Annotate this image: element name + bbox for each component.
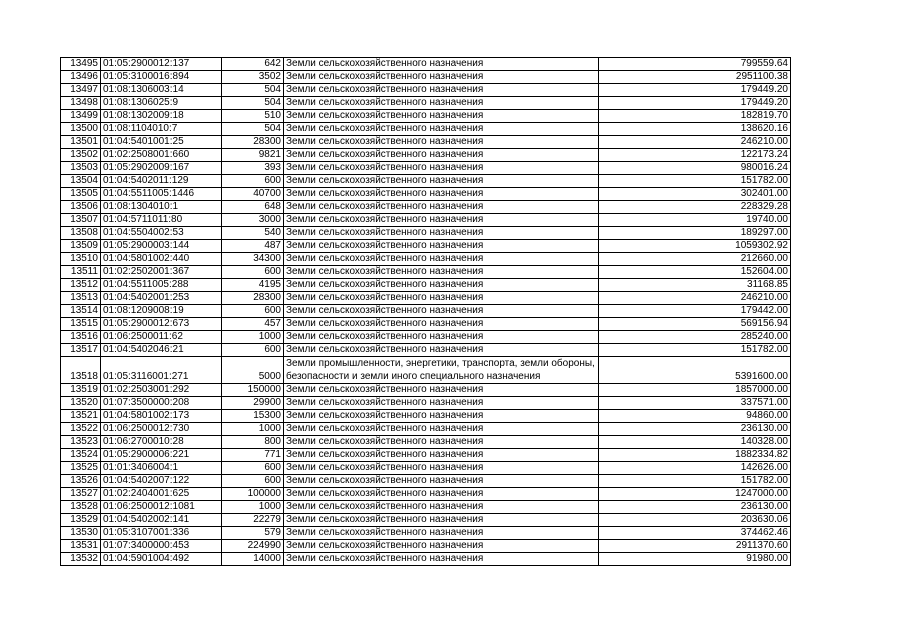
area-cell: 1000: [222, 423, 284, 436]
cadastral-value-cell: 152604.00: [599, 266, 791, 279]
table-row: [61, 305, 791, 318]
row-id-cell: 13515: [61, 318, 101, 331]
area-cell: 40700: [222, 188, 284, 201]
cadastral-value-cell: 142626.00: [599, 462, 791, 475]
area-cell: 34300: [222, 253, 284, 266]
area-cell: 504: [222, 84, 284, 97]
cadastral-value-cell: 2951100.38: [599, 71, 791, 84]
row-id-cell: 13501: [61, 136, 101, 149]
cadastral-value-cell: 302401.00: [599, 188, 791, 201]
cadastral-number-cell: 01:04:5711011:80: [101, 214, 222, 227]
cadastral-number-cell: 01:04:5402002:141: [101, 514, 222, 527]
cadastral-value-cell: 569156.94: [599, 318, 791, 331]
cadastral-value-cell: 337571.00: [599, 397, 791, 410]
cadastral-number-cell: 01:05:2902009:167: [101, 162, 222, 175]
row-id-cell: 13507: [61, 214, 101, 227]
area-cell: 600: [222, 344, 284, 357]
land-category-cell: Земли сельскохозяйственного назначения: [284, 384, 599, 397]
cadastral-number-cell: 01:05:3100016:894: [101, 71, 222, 84]
cadastral-value-cell: 182819.70: [599, 110, 791, 123]
cadastral-number-cell: 01:02:2503001:292: [101, 384, 222, 397]
area-cell: 800: [222, 436, 284, 449]
cadastral-value-cell: 799559.64: [599, 58, 791, 71]
land-category-cell: Земли сельскохозяйственного назначения: [284, 331, 599, 344]
area-cell: 15300: [222, 410, 284, 423]
land-category-cell: Земли сельскохозяйственного назначения: [284, 423, 599, 436]
land-category-cell: Земли сельскохозяйственного назначения: [284, 514, 599, 527]
table-row: [61, 318, 791, 331]
table-row: [61, 84, 791, 97]
land-category-cell: Земли сельскохозяйственного назначения: [284, 475, 599, 488]
cadastral-number-cell: 01:05:2900012:137: [101, 58, 222, 71]
land-category-cell: Земли сельскохозяйственного назначения: [284, 97, 599, 110]
cadastral-number-cell: 01:04:5511005:1446: [101, 188, 222, 201]
row-id-cell: 13502: [61, 149, 101, 162]
table-row: [61, 553, 791, 566]
area-cell: 3502: [222, 71, 284, 84]
table-row: [61, 344, 791, 357]
table-row: [61, 462, 791, 475]
row-id-cell: 13522: [61, 423, 101, 436]
cadastral-value-cell: 374462.46: [599, 527, 791, 540]
row-id-cell: 13521: [61, 410, 101, 423]
land-category-cell: Земли сельскохозяйственного назначения: [284, 527, 599, 540]
cadastral-number-cell: 01:07:3400000:453: [101, 540, 222, 553]
table-row: [61, 410, 791, 423]
cadastral-number-cell: 01:04:5901004:492: [101, 553, 222, 566]
table-row: [61, 488, 791, 501]
row-id-cell: 13524: [61, 449, 101, 462]
land-category-cell: Земли сельскохозяйственного назначения: [284, 318, 599, 331]
table-row: [61, 227, 791, 240]
cadastral-value-cell: 1059302.92: [599, 240, 791, 253]
cadastral-number-cell: 01:05:3107001:336: [101, 527, 222, 540]
table-row: [61, 279, 791, 292]
row-id-cell: 13496: [61, 71, 101, 84]
cadastral-number-cell: 01:08:1304010:1: [101, 201, 222, 214]
land-category-cell: Земли сельскохозяйственного назначения: [284, 292, 599, 305]
row-id-cell: 13520: [61, 397, 101, 410]
area-cell: 3000: [222, 214, 284, 227]
area-cell: 100000: [222, 488, 284, 501]
table-row: [61, 58, 791, 71]
land-category-cell: Земли сельскохозяйственного назначения: [284, 84, 599, 97]
cadastral-number-cell: 01:08:1209008:19: [101, 305, 222, 318]
cadastral-value-cell: 246210.00: [599, 136, 791, 149]
row-id-cell: 13513: [61, 292, 101, 305]
area-cell: 600: [222, 462, 284, 475]
land-category-cell: Земли сельскохозяйственного назначения: [284, 540, 599, 553]
area-cell: 600: [222, 475, 284, 488]
row-id-cell: 13517: [61, 344, 101, 357]
row-id-cell: 13518: [61, 357, 101, 384]
table-row: [61, 436, 791, 449]
cadastral-number-cell: 01:04:5402007:122: [101, 475, 222, 488]
row-id-cell: 13508: [61, 227, 101, 240]
land-category-cell: Земли сельскохозяйственного назначения: [284, 501, 599, 514]
cadastral-number-cell: 01:08:1302009:18: [101, 110, 222, 123]
row-id-cell: 13530: [61, 527, 101, 540]
table-row: [61, 201, 791, 214]
area-cell: 600: [222, 175, 284, 188]
land-category-cell: Земли сельскохозяйственного назначения: [284, 305, 599, 318]
area-cell: 540: [222, 227, 284, 240]
area-cell: 150000: [222, 384, 284, 397]
land-category-cell: Земли сельскохозяйственного назначения: [284, 188, 599, 201]
land-category-cell: Земли сельскохозяйственного назначения: [284, 266, 599, 279]
row-id-cell: 13529: [61, 514, 101, 527]
cadastral-number-cell: 01:05:2900012:673: [101, 318, 222, 331]
table-row: [61, 123, 791, 136]
area-cell: 648: [222, 201, 284, 214]
cadastral-number-cell: 01:02:2508001:660: [101, 149, 222, 162]
cadastral-value-cell: 151782.00: [599, 475, 791, 488]
cadastral-number-cell: 01:06:2500012:730: [101, 423, 222, 436]
table-row: [61, 188, 791, 201]
land-category-cell: Земли сельскохозяйственного назначения: [284, 462, 599, 475]
cadastral-value-cell: 228329.28: [599, 201, 791, 214]
cadastral-value-cell: 236130.00: [599, 501, 791, 514]
cadastral-value-cell: 19740.00: [599, 214, 791, 227]
cadastral-number-cell: 01:04:5801002:440: [101, 253, 222, 266]
area-cell: 1000: [222, 331, 284, 344]
cadastral-value-cell: 94860.00: [599, 410, 791, 423]
area-cell: 1000: [222, 501, 284, 514]
land-category-cell: Земли сельскохозяйственного назначения: [284, 201, 599, 214]
land-category-cell: Земли сельскохозяйственного назначения: [284, 175, 599, 188]
cadastral-number-cell: 01:04:5402046:21: [101, 344, 222, 357]
land-category-cell: Земли сельскохозяйственного назначения: [284, 123, 599, 136]
cadastral-number-cell: 01:04:5402011:129: [101, 175, 222, 188]
cadastral-number-cell: 01:02:2404001:625: [101, 488, 222, 501]
row-id-cell: 13498: [61, 97, 101, 110]
cadastral-value-cell: 138620.16: [599, 123, 791, 136]
land-category-cell: Земли сельскохозяйственного назначения: [284, 136, 599, 149]
cadastral-value-cell: 285240.00: [599, 331, 791, 344]
cadastral-value-cell: 236130.00: [599, 423, 791, 436]
row-id-cell: 13523: [61, 436, 101, 449]
area-cell: 28300: [222, 136, 284, 149]
row-id-cell: 13506: [61, 201, 101, 214]
cadastral-value-cell: 179442.00: [599, 305, 791, 318]
land-category-cell: Земли сельскохозяйственного назначения: [284, 553, 599, 566]
cadastral-number-cell: 01:04:5511005:288: [101, 279, 222, 292]
cadastral-number-cell: 01:08:1306003:14: [101, 84, 222, 97]
table-row: [61, 253, 791, 266]
land-category-cell: Земли сельскохозяйственного назначения: [284, 240, 599, 253]
cadastral-value-cell: 179449.20: [599, 97, 791, 110]
cadastral-value-cell: 122173.24: [599, 149, 791, 162]
land-category-cell: Земли сельскохозяйственного назначения: [284, 397, 599, 410]
row-id-cell: 13528: [61, 501, 101, 514]
row-id-cell: 13503: [61, 162, 101, 175]
table-row: [61, 110, 791, 123]
land-category-cell: Земли сельскохозяйственного назначения: [284, 110, 599, 123]
row-id-cell: 13511: [61, 266, 101, 279]
cadastral-number-cell: 01:05:2900006:221: [101, 449, 222, 462]
cadastral-value-cell: 212660.00: [599, 253, 791, 266]
land-category-cell: Земли сельскохозяйственного назначения: [284, 214, 599, 227]
row-id-cell: 13527: [61, 488, 101, 501]
land-category-cell: Земли сельскохозяйственного назначения: [284, 162, 599, 175]
row-id-cell: 13505: [61, 188, 101, 201]
area-cell: 28300: [222, 292, 284, 305]
cadastral-number-cell: 01:06:2500011:62: [101, 331, 222, 344]
table-row: [61, 540, 791, 553]
land-category-cell: Земли сельскохозяйственного назначения: [284, 149, 599, 162]
cadastral-number-cell: 01:08:1306025:9: [101, 97, 222, 110]
cadastral-number-cell: 01:01:3406004:1: [101, 462, 222, 475]
cadastral-number-cell: 01:07:3500000:208: [101, 397, 222, 410]
cadastral-value-cell: 1882334.82: [599, 449, 791, 462]
table-body: [61, 58, 791, 566]
cadastral-value-cell: 980016.24: [599, 162, 791, 175]
cadastral-number-cell: 01:04:5504002:53: [101, 227, 222, 240]
cadastral-number-cell: 01:04:5801002:173: [101, 410, 222, 423]
row-id-cell: 13532: [61, 553, 101, 566]
cadastral-value-cell: 91980.00: [599, 553, 791, 566]
table-row: [61, 449, 791, 462]
area-cell: 642: [222, 58, 284, 71]
cadastral-number-cell: 01:06:2500012:1081: [101, 501, 222, 514]
row-id-cell: 13519: [61, 384, 101, 397]
table-row: [61, 331, 791, 344]
table-row: [61, 266, 791, 279]
row-id-cell: 13510: [61, 253, 101, 266]
land-category-cell: Земли промышленности, энергетики, транспорта, земли обороны, безопасности и земли иного специального назначения: [284, 357, 599, 384]
cadastral-value-cell: 179449.20: [599, 84, 791, 97]
area-cell: 504: [222, 123, 284, 136]
area-cell: 14000: [222, 553, 284, 566]
area-cell: 29900: [222, 397, 284, 410]
area-cell: 504: [222, 97, 284, 110]
area-cell: 771: [222, 449, 284, 462]
cadastral-value-cell: 151782.00: [599, 175, 791, 188]
cadastral-number-cell: 01:08:1104010:7: [101, 123, 222, 136]
land-parcel-table: [60, 57, 791, 566]
table-row: [61, 149, 791, 162]
row-id-cell: 13509: [61, 240, 101, 253]
table-row: [61, 423, 791, 436]
table-row: [61, 527, 791, 540]
cadastral-value-cell: 246210.00: [599, 292, 791, 305]
cadastral-value-cell: 189297.00: [599, 227, 791, 240]
area-cell: 393: [222, 162, 284, 175]
table-row: [61, 175, 791, 188]
cadastral-number-cell: 01:05:3116001:271: [101, 357, 222, 384]
cadastral-number-cell: 01:06:2700010:28: [101, 436, 222, 449]
area-cell: 9821: [222, 149, 284, 162]
table-row: [61, 292, 791, 305]
area-cell: 600: [222, 266, 284, 279]
row-id-cell: 13514: [61, 305, 101, 318]
area-cell: 457: [222, 318, 284, 331]
area-cell: 224990: [222, 540, 284, 553]
land-category-cell: Земли сельскохозяйственного назначения: [284, 227, 599, 240]
cadastral-value-cell: 203630.06: [599, 514, 791, 527]
land-category-cell: Земли сельскохозяйственного назначения: [284, 279, 599, 292]
row-id-cell: 13500: [61, 123, 101, 136]
row-id-cell: 13512: [61, 279, 101, 292]
row-id-cell: 13499: [61, 110, 101, 123]
area-cell: 4195: [222, 279, 284, 292]
row-id-cell: 13526: [61, 475, 101, 488]
row-id-cell: 13504: [61, 175, 101, 188]
cadastral-number-cell: 01:05:2900003:144: [101, 240, 222, 253]
land-category-cell: Земли сельскохозяйственного назначения: [284, 58, 599, 71]
land-category-cell: Земли сельскохозяйственного назначения: [284, 410, 599, 423]
cadastral-value-cell: 5391600.00: [599, 357, 791, 384]
table-row: [61, 71, 791, 84]
cadastral-value-cell: 31168.85: [599, 279, 791, 292]
row-id-cell: 13531: [61, 540, 101, 553]
cadastral-value-cell: 1247000.00: [599, 488, 791, 501]
table-row: [61, 357, 791, 384]
area-cell: 22279: [222, 514, 284, 527]
row-id-cell: 13495: [61, 58, 101, 71]
land-category-cell: Земли сельскохозяйственного назначения: [284, 71, 599, 84]
row-id-cell: 13497: [61, 84, 101, 97]
table-row: [61, 501, 791, 514]
area-cell: 510: [222, 110, 284, 123]
table-row: [61, 136, 791, 149]
land-category-cell: Земли сельскохозяйственного назначения: [284, 344, 599, 357]
land-category-cell: Земли сельскохозяйственного назначения: [284, 436, 599, 449]
area-cell: 487: [222, 240, 284, 253]
table-row: [61, 162, 791, 175]
row-id-cell: 13525: [61, 462, 101, 475]
land-category-cell: Земли сельскохозяйственного назначения: [284, 449, 599, 462]
table-row: [61, 384, 791, 397]
cadastral-number-cell: 01:04:5401001:25: [101, 136, 222, 149]
land-category-cell: Земли сельскохозяйственного назначения: [284, 488, 599, 501]
table-row: [61, 397, 791, 410]
cadastral-value-cell: 1857000.00: [599, 384, 791, 397]
table-row: [61, 214, 791, 227]
cadastral-number-cell: 01:02:2502001:367: [101, 266, 222, 279]
cadastral-value-cell: 2911370.60: [599, 540, 791, 553]
cadastral-number-cell: 01:04:5402001:253: [101, 292, 222, 305]
area-cell: 5000: [222, 357, 284, 384]
area-cell: 579: [222, 527, 284, 540]
cadastral-value-cell: 140328.00: [599, 436, 791, 449]
cadastral-value-cell: 151782.00: [599, 344, 791, 357]
table-row: [61, 97, 791, 110]
table-row: [61, 514, 791, 527]
table-row: [61, 475, 791, 488]
row-id-cell: 13516: [61, 331, 101, 344]
land-category-cell: Земли сельскохозяйственного назначения: [284, 253, 599, 266]
area-cell: 600: [222, 305, 284, 318]
table-row: [61, 240, 791, 253]
